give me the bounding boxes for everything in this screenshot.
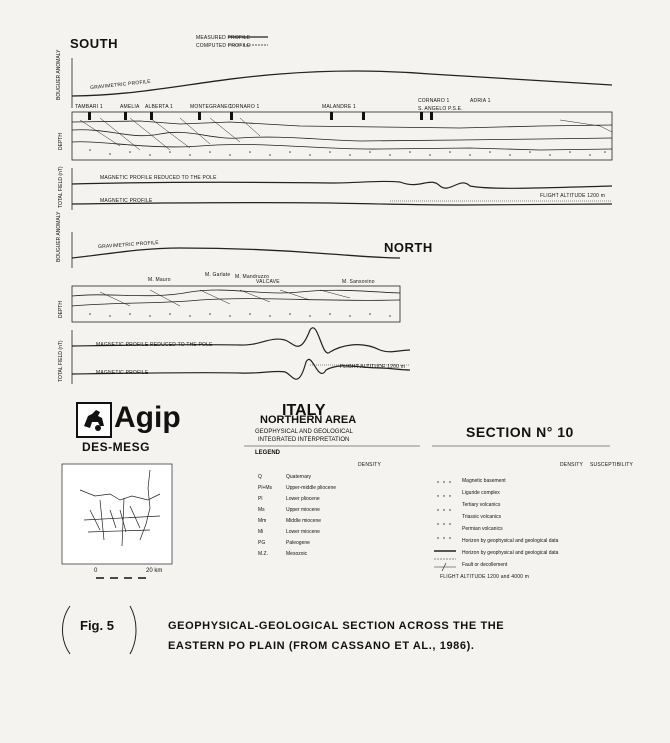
legend-code: PG <box>258 540 266 546</box>
country-title: ITALY <box>282 402 326 419</box>
legend-left-item <box>258 551 307 557</box>
legend-code: Mm <box>258 518 267 524</box>
caption-line-2: EASTERN PO PLAIN (FROM CASSANO ET AL., 1986). <box>168 640 475 652</box>
legend-code: M.Z. <box>258 551 268 557</box>
legend-title: LEGEND <box>255 450 281 456</box>
legend-name: Quaternary <box>286 474 312 480</box>
scale-start: 0 <box>94 568 98 574</box>
section-number: SECTION N° 10 <box>466 424 574 440</box>
flight-altitude-bottom: FLIGHT ALTITUDE 1200 m <box>340 364 406 370</box>
legend-right-item <box>462 550 558 556</box>
legend-right-item <box>462 478 506 484</box>
legend-left-item <box>258 507 320 513</box>
place-label: M. Mandruzzo <box>235 274 270 280</box>
legend-name: Magnetic basement <box>462 478 506 484</box>
legend-flight-note: FLIGHT ALTITUDE 1200 and 4000 m <box>440 574 530 580</box>
density-header-left: DENSITY <box>358 462 382 468</box>
flight-altitude-top: FLIGHT ALTITUDE 1200 m <box>540 193 606 199</box>
gravimetric-profile-label-top: GRAVIMETRIC PROFILE <box>89 78 152 92</box>
figure-label: Fig. 5 <box>80 618 114 633</box>
legend-left-item <box>258 496 320 502</box>
legend-code: Pl+Ms <box>258 485 273 491</box>
magnetic-profile-label-top: MAGNETIC PROFILE <box>100 198 153 204</box>
total-field-axis-label-bottom: TOTAL FIELD (nT) <box>58 340 64 382</box>
bouguer-axis-label-bottom: BOUGUER ANOMALY <box>56 211 62 262</box>
legend-name: Middle miocene <box>286 518 322 524</box>
well-label: MALANDRE 1 <box>322 104 356 110</box>
place-label: M. Sansovino <box>342 279 375 285</box>
legend-left-item <box>258 485 336 491</box>
legend-code: Q <box>258 474 262 480</box>
area-title: NORTHERN AREA <box>260 414 357 426</box>
legend-name: Horizon by geophysical and geological data <box>462 538 559 544</box>
agip-dog-logo <box>76 402 112 438</box>
legend-code: Ms <box>258 507 265 513</box>
legend-left-item <box>258 518 321 524</box>
caption-line-1: GEOPHYSICAL-GEOLOGICAL SECTION ACROSS THE THE <box>168 620 505 632</box>
well-label: AMELIA <box>120 104 140 110</box>
legend-code: Mi <box>258 529 264 535</box>
bouguer-axis-label-top: BOUGUER ANOMALY <box>56 49 62 100</box>
legend-name: Paleogene <box>286 540 310 546</box>
legend-left-item <box>258 529 320 535</box>
legend-right-item <box>462 526 503 532</box>
gravimetric-profile-label-bottom: GRAVIMETRIC PROFILE <box>97 239 160 251</box>
place-label: M. Garlate <box>205 272 231 278</box>
depth-axis-label-top: DEPTH <box>58 133 64 150</box>
well-label: ALBERTA 1 <box>145 104 174 110</box>
well-label: CORNARO 1 <box>418 98 450 104</box>
well-label: MONTEGRANE 1 <box>190 104 233 110</box>
legend-name: Upper-middle pliocene <box>286 485 337 491</box>
place-label: M. Mauro <box>148 277 171 283</box>
legend-right-item <box>462 562 507 568</box>
legend-name: Lower miocene <box>286 529 320 535</box>
well-label: CORNARO 1 <box>228 104 260 110</box>
legend-right-item <box>462 490 500 496</box>
legend-name: Liguride complex <box>462 490 500 496</box>
north-label: NORTH <box>384 240 433 255</box>
legend-name: Tertiary volcanics <box>462 502 501 508</box>
magnetic-profile-label-bottom: MAGNETIC PROFILE <box>96 370 149 376</box>
subtitle-line-1: GEOPHYSICAL AND GEOLOGICAL <box>255 429 353 435</box>
well-label: ADRIA 1 <box>470 98 491 104</box>
department-label: DES-MESG <box>82 440 151 454</box>
legend-name: Upper miocene <box>286 507 320 513</box>
susceptibility-header: SUSCEPTIBILITY <box>590 462 634 468</box>
well-label: TAMBARI 1 <box>75 104 103 110</box>
legend-code: Pl <box>258 496 263 502</box>
computed-profile-legend: COMPUTED PROFILE <box>196 43 251 49</box>
place-label: VALCAVE <box>256 279 280 285</box>
south-label: SOUTH <box>70 36 118 51</box>
total-field-axis-label-top: TOTAL FIELD (nT) <box>58 166 64 208</box>
legend-right-item <box>462 514 501 520</box>
depth-axis-label-bottom: DEPTH <box>58 301 64 318</box>
density-header-right: DENSITY <box>560 462 584 468</box>
legend-name: Permian volcanics <box>462 526 503 532</box>
legend-right-item <box>462 538 558 544</box>
legend-left-item <box>258 474 311 480</box>
subtitle-line-2: INTEGRATED INTERPRETATION <box>258 437 350 443</box>
well-label: S. ANGELO P.S.E. <box>418 106 463 112</box>
legend-name: Horizon by geophysical and geological data <box>462 550 559 556</box>
magnetic-reduced-label-bottom: MAGNETIC PROFILE REDUCED TO THE POLE <box>96 342 213 348</box>
magnetic-reduced-label-top: MAGNETIC PROFILE REDUCED TO THE POLE <box>100 175 217 181</box>
legend-right-item <box>462 502 500 508</box>
legend-name: Lower pliocene <box>286 496 320 502</box>
legend-left-item <box>258 540 310 546</box>
legend-name: Triassic volcanics <box>462 514 501 520</box>
legend-name: Mesozoic <box>286 551 308 557</box>
legend-name: Fault or decollement <box>462 562 508 568</box>
measured-profile-legend: MEASURED PROFILE <box>196 35 251 41</box>
agip-brand: Agip <box>114 401 181 434</box>
scale-end: 20 km <box>146 568 163 574</box>
